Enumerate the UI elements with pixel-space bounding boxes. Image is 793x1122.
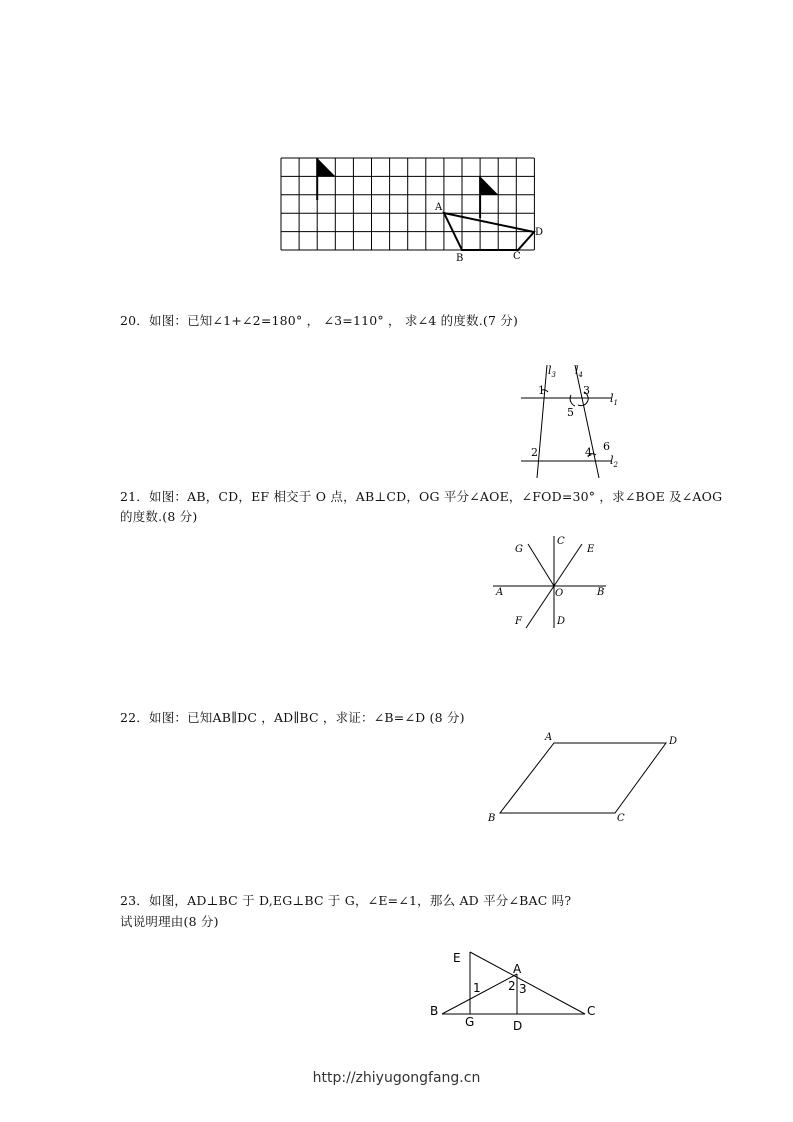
label-a: A bbox=[545, 732, 553, 743]
label-f: F bbox=[515, 616, 522, 627]
grid-figure bbox=[275, 150, 550, 265]
label-c: C bbox=[557, 536, 565, 547]
triangle-figure bbox=[422, 945, 607, 1035]
angle-3-label: 3 bbox=[583, 384, 590, 397]
label-e: E bbox=[587, 544, 595, 555]
label-b: B bbox=[488, 813, 496, 824]
label-d: D bbox=[535, 227, 544, 238]
question-22-text: 22．如图：已知AB∥DC ，AD∥BC ，求证：∠B=∠D (8 分) bbox=[120, 710, 465, 725]
angle-1-label: 1 bbox=[473, 981, 481, 995]
question-23-line-1: 23．如图，AD⊥BC 于 D,EG⊥BC 于 G，∠E=∠1，那么 AD 平分∠BAC 吗? bbox=[120, 893, 572, 908]
parallel-lines-figure bbox=[515, 360, 635, 485]
label-a: A bbox=[513, 962, 522, 976]
label-b: B bbox=[456, 253, 464, 264]
label-g: G bbox=[515, 544, 523, 555]
angle-4-label: 4 bbox=[585, 446, 592, 459]
label-c: C bbox=[587, 1004, 596, 1018]
angle-6-label: 6 bbox=[603, 440, 610, 453]
label-b: B bbox=[597, 587, 605, 598]
label-c: C bbox=[513, 251, 521, 262]
left-flag bbox=[317, 158, 335, 176]
label-a: A bbox=[435, 202, 443, 213]
label-g: G bbox=[465, 1015, 475, 1029]
label-d: D bbox=[557, 616, 566, 627]
question-21-line-1: 21．如图：AB，CD，EF 相交于 O 点，AB⊥CD，OG 平分∠AOE，∠FOD=30° ，求∠BOE 及∠AOG bbox=[120, 489, 723, 504]
parallelogram-abcd bbox=[500, 743, 666, 813]
label-l3: $l_3$ bbox=[548, 364, 556, 379]
question-23-line-2: 试说明理由(8 分) bbox=[120, 914, 219, 929]
label-c: C bbox=[617, 813, 625, 824]
angle-1-label: 1 bbox=[538, 384, 545, 397]
label-d: D bbox=[669, 736, 678, 747]
label-a: A bbox=[496, 587, 504, 598]
label-o: O bbox=[555, 588, 564, 599]
label-e: E bbox=[453, 951, 461, 965]
parallelogram-figure bbox=[484, 728, 684, 826]
intersecting-lines-figure bbox=[488, 533, 618, 633]
label-l4: $l_4$ bbox=[575, 364, 583, 379]
question-20-text: 20．如图：已知∠1+∠2=180° ， ∠3=110° ， 求∠4 的度数.(7 分) bbox=[120, 313, 519, 328]
right-flag bbox=[480, 176, 498, 194]
label-b: B bbox=[430, 1004, 439, 1018]
angle-3-label: 3 bbox=[519, 982, 527, 996]
angle-5-label: 5 bbox=[567, 406, 574, 419]
question-21-line-2: 的度数.(8 分) bbox=[120, 509, 198, 524]
label-l1: $l_1$ bbox=[610, 392, 618, 407]
footer-url[interactable]: http://zhiyugongfang.cn bbox=[312, 1070, 481, 1086]
angle-2-label: 2 bbox=[531, 446, 538, 459]
label-l2: $l_2$ bbox=[610, 454, 618, 469]
label-d: D bbox=[513, 1019, 523, 1033]
angle-2-label: 2 bbox=[508, 979, 516, 993]
